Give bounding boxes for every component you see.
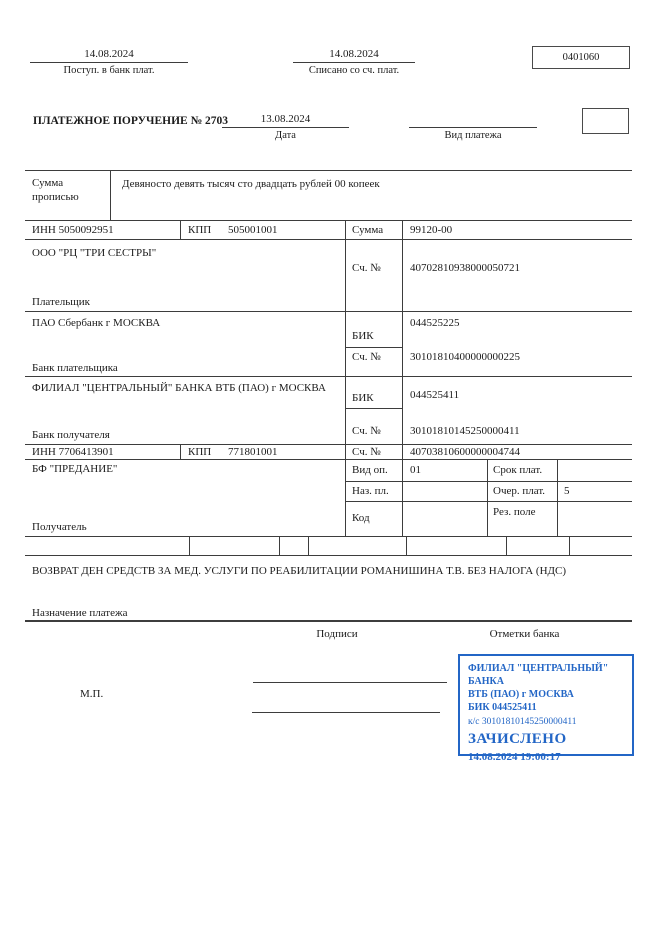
amount-words-value: Девяносто девять тысяч сто двадцать рублей 00 копеек <box>122 178 380 190</box>
received-date: 14.08.2024 <box>30 48 188 63</box>
stamp-corr-line: к/с 30101810145250000411 <box>468 717 577 727</box>
payee-bank-name: ФИЛИАЛ "ЦЕНТРАЛЬНЫЙ" БАНКА ВТБ (ПАО) г МОСКВА <box>32 382 326 394</box>
vid-op-value: 01 <box>410 464 421 476</box>
grid-line-h <box>25 311 632 312</box>
payee-account-value: 40703810600000004744 <box>410 446 520 458</box>
payment-kind-field <box>409 113 537 142</box>
payer-inn: ИНН 5050092951 <box>32 224 114 236</box>
stamp-bank-line1: ФИЛИАЛ "ЦЕНТРАЛЬНЫЙ" БАНКА <box>468 663 609 687</box>
grid-line-h <box>345 347 402 348</box>
payer-bank-label: Банк плательщика <box>32 362 118 374</box>
grid-line-v <box>345 220 346 536</box>
amount-words-label: Сумма прописью <box>32 177 79 203</box>
debited-field <box>293 48 415 77</box>
payee-label: Получатель <box>32 521 87 533</box>
grid-line-v <box>110 170 111 220</box>
rez-pole-label: Рез. поле <box>493 506 536 518</box>
doc-date-label: Дата <box>275 130 296 141</box>
payer-bank-bik-label: БИК <box>352 330 374 342</box>
payer-account-value: 40702810938000050721 <box>410 262 520 274</box>
stamp-datetime: 14.08.2024 19:00:17 <box>468 751 561 763</box>
bank-stamp <box>458 654 634 763</box>
stamp-place-label: М.П. <box>80 688 104 700</box>
grid-line-h <box>25 459 632 460</box>
purpose-underline <box>25 620 632 622</box>
grid-line-v <box>189 536 190 555</box>
grid-line-v <box>557 459 558 536</box>
grid-line-v <box>308 536 309 555</box>
grid-line-v <box>279 536 280 555</box>
purpose-text: ВОЗВРАТ ДЕН СРЕДСТВ ЗА МЕД. УСЛУГИ ПО РЕАБИЛИТАЦИИ РОМАНИШИНА Т.В. БЕЗ НАЛОГА (НДС) <box>32 565 567 577</box>
bank-marks-label: Отметки банка <box>489 628 560 640</box>
grid-line-h <box>25 239 632 240</box>
received-label: Поступ. в банк плат. <box>63 65 155 76</box>
grid-line-h <box>25 536 632 537</box>
payee-bank-corr-label: Сч. № <box>352 425 381 437</box>
payee-account-label: Сч. № <box>352 446 381 458</box>
srok-plat-label: Срок плат. <box>493 464 543 476</box>
payer-bank-corr-label: Сч. № <box>352 351 381 363</box>
grid-line-h <box>25 555 632 556</box>
payer-bank-name: ПАО Сбербанк г МОСКВА <box>32 317 161 329</box>
grid-line-v <box>506 536 507 555</box>
payer-bank-corr-value: 30101810400000000225 <box>410 351 520 363</box>
payee-kpp-value: 771801001 <box>228 446 278 458</box>
grid-line-h <box>345 481 632 482</box>
payer-bank-bik-value: 044525225 <box>410 317 460 329</box>
purpose-label: Назначение платежа <box>32 607 128 619</box>
grid-line-v <box>180 220 181 239</box>
payer-kpp-value: 505001001 <box>228 224 278 236</box>
grid-line-v <box>180 444 181 459</box>
ocher-plat-value: 5 <box>564 485 570 497</box>
payer-label: Плательщик <box>32 296 90 308</box>
document-title: ПЛАТЕЖНОЕ ПОРУЧЕНИЕ № 2703 <box>33 115 229 127</box>
doc-date-value: 13.08.2024 <box>222 113 349 128</box>
stamp-bik-line: БИК 044525411 <box>468 702 537 713</box>
vid-op-label: Вид оп. <box>352 464 388 476</box>
payee-inn: ИНН 7706413901 <box>32 446 114 458</box>
grid-line-v <box>569 536 570 555</box>
signature-line <box>253 682 447 683</box>
debited-label: Списано со сч. плат. <box>308 65 400 76</box>
stamp-status: ЗАЧИСЛЕНО <box>468 731 567 747</box>
payment-kind-label: Вид платежа <box>444 130 502 141</box>
naz-pl-label: Наз. пл. <box>352 485 389 497</box>
grid-line-h <box>345 408 402 409</box>
payer-account-label: Сч. № <box>352 262 381 274</box>
status-code-box <box>582 108 629 134</box>
payment-kind-value <box>409 113 537 128</box>
payee-bank-bik-value: 044525411 <box>410 389 460 401</box>
payer-name: ООО "РЦ "ТРИ СЕСТРЫ" <box>32 247 157 259</box>
payee-kpp-label: КПП <box>188 446 212 458</box>
grid-line-v <box>402 220 403 536</box>
payee-name: БФ "ПРЕДАНИЕ" <box>32 463 118 475</box>
grid-line-h <box>345 501 632 502</box>
stamp-bank-line2: ВТБ (ПАО) г МОСКВА <box>468 689 574 700</box>
form-code-box: 0401060 <box>532 46 630 69</box>
grid-line-v <box>406 536 407 555</box>
doc-date-field <box>222 113 349 142</box>
grid-line-h <box>25 376 632 377</box>
payee-bank-corr-value: 30101810145250000411 <box>410 425 520 437</box>
payee-bank-bik-label: БИК <box>352 392 374 404</box>
payee-bank-label: Банк получателя <box>32 429 110 441</box>
grid-line-v <box>487 459 488 536</box>
received-in-bank-field <box>30 48 188 77</box>
grid-line-h <box>25 220 632 221</box>
signatures-label: Подписи <box>316 628 358 640</box>
signature-line <box>252 712 440 713</box>
amount-label: Сумма <box>352 224 384 236</box>
ocher-plat-label: Очер. плат. <box>493 485 546 497</box>
grid-line-h <box>25 170 632 171</box>
grid-line-h <box>25 444 632 445</box>
amount-value: 99120-00 <box>410 224 453 236</box>
debited-date: 14.08.2024 <box>293 48 415 63</box>
kod-label: Код <box>352 512 370 524</box>
payer-kpp-label: КПП <box>188 224 212 236</box>
